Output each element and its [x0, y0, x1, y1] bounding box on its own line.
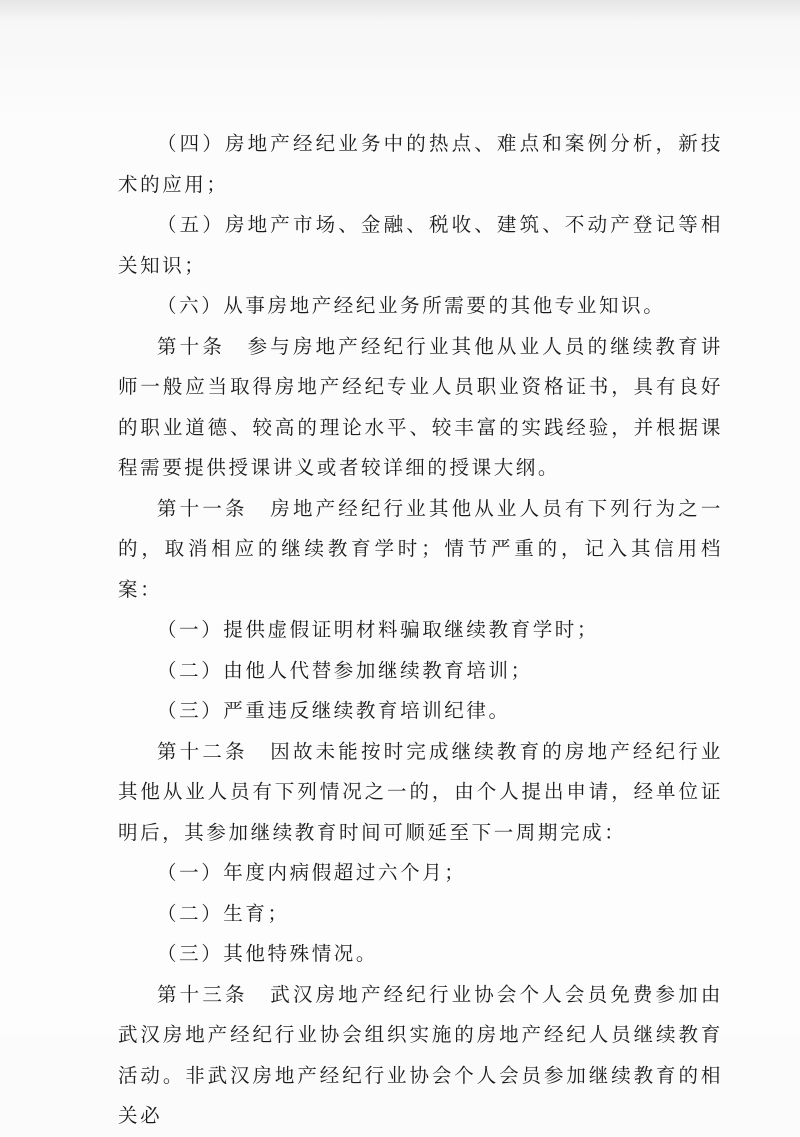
- scan-top-shadow: [0, 0, 800, 22]
- article-12-item-2: （二）生育；: [157, 901, 290, 925]
- article-12-item-1: （一）年度内病假超过六个月；: [157, 861, 467, 884]
- article-13: 第十三条 武汉房地产经纪行业协会个人会员免费参加由武汉房地产经纪行业协会组织实施的房地产经纪人员继续教育活动。非武汉房地产经纪行业协会个人会员参加继续教育的相关必: [118, 982, 723, 1127]
- article-10: 第十条 参与房地产经纪行业其他从业人员的继续教育讲师一般应当取得房地产经纪专业人员职业资格证书，具有良好的职业道德、较高的理论水平、较丰富的实践经验，并根据课程需要提供授课讲义或者较详细的授课大纲。: [118, 334, 723, 479]
- document-body: [118, 124, 723, 1137]
- article-11-item-3: （三）严重违反继续教育培训纪律。: [157, 699, 511, 722]
- article-11: 第十一条 房地产经纪行业其他从业人员有下列行为之一的，取消相应的继续教育学时；情节严重的，记入其信用档案：: [118, 496, 723, 601]
- article-12: 第十二条 因故未能按时完成继续教育的房地产经纪行业其他从业人员有下列情况之一的，由个人提出申请，经单位证明后，其参加继续教育时间可顺延至下一周期完成：: [118, 739, 723, 844]
- article-11-item-1: （一）提供虚假证明材料骗取继续教育学时；: [157, 618, 600, 641]
- article-11-item-2: （二）由他人代替参加继续教育培训；: [157, 658, 533, 682]
- list-item-5: （五）房地产市场、金融、税收、建筑、不动产登记等相关知识；: [118, 213, 723, 277]
- list-item-6: （六）从事房地产经纪业务所需要的其他专业知识。: [157, 294, 666, 317]
- list-item-4: （四）房地产经纪业务中的热点、难点和案例分析，新技术的应用；: [118, 132, 723, 196]
- article-12-item-3: （三）其他特殊情况。: [157, 942, 379, 965]
